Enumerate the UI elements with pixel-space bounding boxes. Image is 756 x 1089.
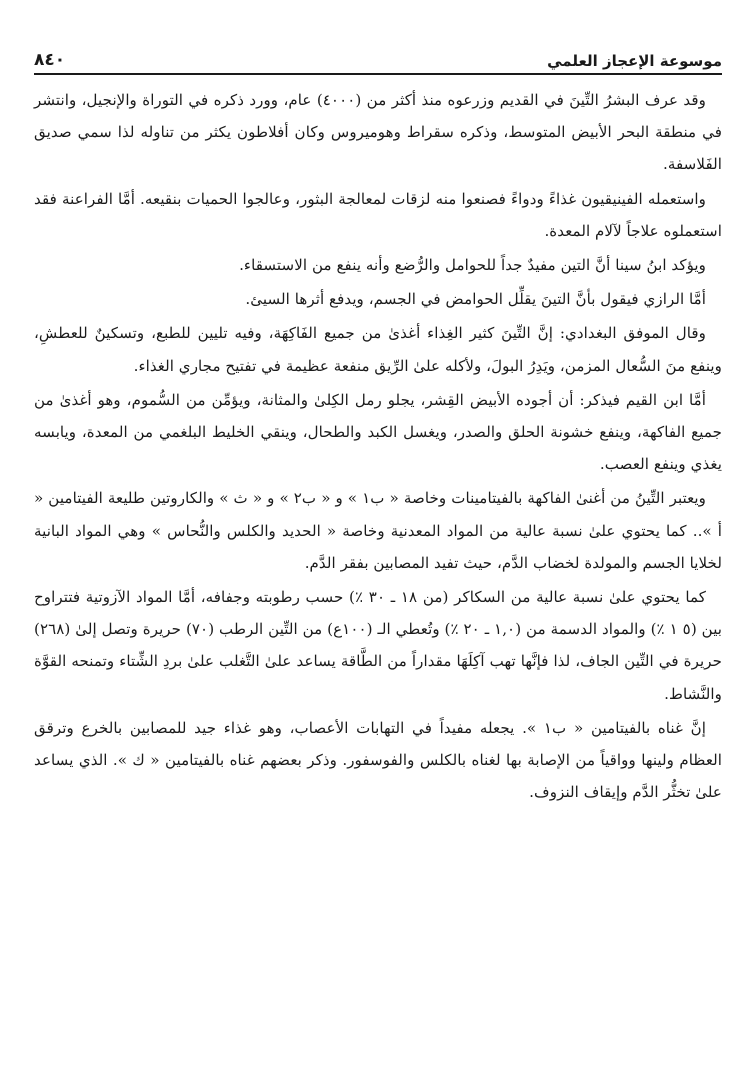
paragraph-ibn-qayyim: أمَّا ابن القيم فيذكر: أن أجوده الأبيض القِشر، يجلو رمل الكِلىٰ والمثانة، ويؤمِّن من السُّموم، وهو أغذىٰ من جميع الفاكهة، وينفع خشونة الحلق والصدر، ويغسل الكبد والطحال، وينقي الخليط البلغمي من المعدة، ويابسه يغذي وينفع العصب. (34, 390, 722, 474)
page-number: ٨٤٠ (34, 50, 66, 70)
paragraph-razi: أمَّا الرازي فيقول بأنَّ التينَ يقلِّل الحوامض في الجسم، ويدفع أثرها السيئ. (245, 290, 706, 309)
paragraph-sugars: كما يحتوي علىٰ نسبة عالية من السكاكر (من ١٨ ـ ٣٠ ٪) حسب رطوبته وجفافه، أمَّا المواد الآزوتية فتتراوح بين (٥ ١ ٪) والمواد الدسمة من (١,٠ ـ ٢٠ ٪) وتُعطي الـ (١٠٠ع) من التِّين الرطب (٧٠) حريرة وتصل إلىٰ (٢٦٨) حريرة في التِّين الجاف، لذا فإنَّها تهب آكِلَهَا مقداراً من الطَّاقة يساعد علىٰ التَّغلب علىٰ بردِ الشِّتاء وتمنحه القوَّة والنَّشاط. (34, 588, 723, 703)
paragraph-fig-history: وقد عرف البشرُ التِّينَ في القديم وزرعوه منذ أكثر من (٤٠٠٠) عام، وورد ذكره في التوراة والإنجيل، وانتشر في منطقة البحر الأبيض المتوسط، وذكره سقراط وهوميروس وكان أفلاطون يكثر من تناوله لذا سمي صديق الفَلاسفة. (34, 91, 722, 174)
paragraph-baghdadi: وقال الموفق البغدادي: إنَّ التِّينَ كثير الغِذاء أغذىٰ من جميع الفَاكِهَة، وفيه تليين للطبع، وتسكينٌ للعطشِ، وينفع منَ السُّعال المزمن، ويَدِرُ البولَ، ولأكله علىٰ الرِّيق منفعة عظيمة في تفتيح مجاري الغذاء. (34, 324, 722, 375)
paragraph-vitamins: ويعتبر التِّينُ من أغنىٰ الفاكهة بالفيتامينات وخاصة « ب١ » و « ب٢ » و « ث » والكاروتين طليعة الفيتامين « أ ».. كما يحتوي علىٰ نسبة عالية من المواد المعدنية وخاصة « الحديد والكلس والنُّحاس » وهي المواد البانية لخلايا الجسم والمولدة لخضاب الدَّم، حيث تفيد المصابين بفقر الدَّم. (34, 489, 723, 572)
running-header (34, 44, 722, 75)
book-title: موسوعة الإعجاز العلمي (547, 52, 722, 70)
body-text (34, 84, 722, 810)
paragraph-vitamin-b1: إنَّ غناه بالفيتامين « ب١ ». يجعله مفيداً في التهابات الأعصاب، وهو غذاء جيد للمصابين بالخرع وترقق العظام ولينها وواقياً من الإصابة بها لغناه بالكلس والفوسفور. وذكر بعضهم غناه بالفيتامين « ك ». الذي يساعد علىٰ تخثُّر الدَّم وإيقاف النزوف. (34, 718, 722, 802)
paragraph-ibn-sina: ويؤكد ابنُ سينا أنَّ التين مفيدٌ جداً للحوامل والرُّضع وأنه ينفع من الاستسقاء. (239, 256, 706, 275)
paragraph-phoenicians: واستعمله الفينيقيون غذاءً ودواءً فصنعوا منه لزقات لمعالجة البثور، وعالجوا الحميات بنقيعه. أمَّا الفراعنة فقد استعملوه علاجاً لآلام المعدة. (34, 189, 722, 240)
